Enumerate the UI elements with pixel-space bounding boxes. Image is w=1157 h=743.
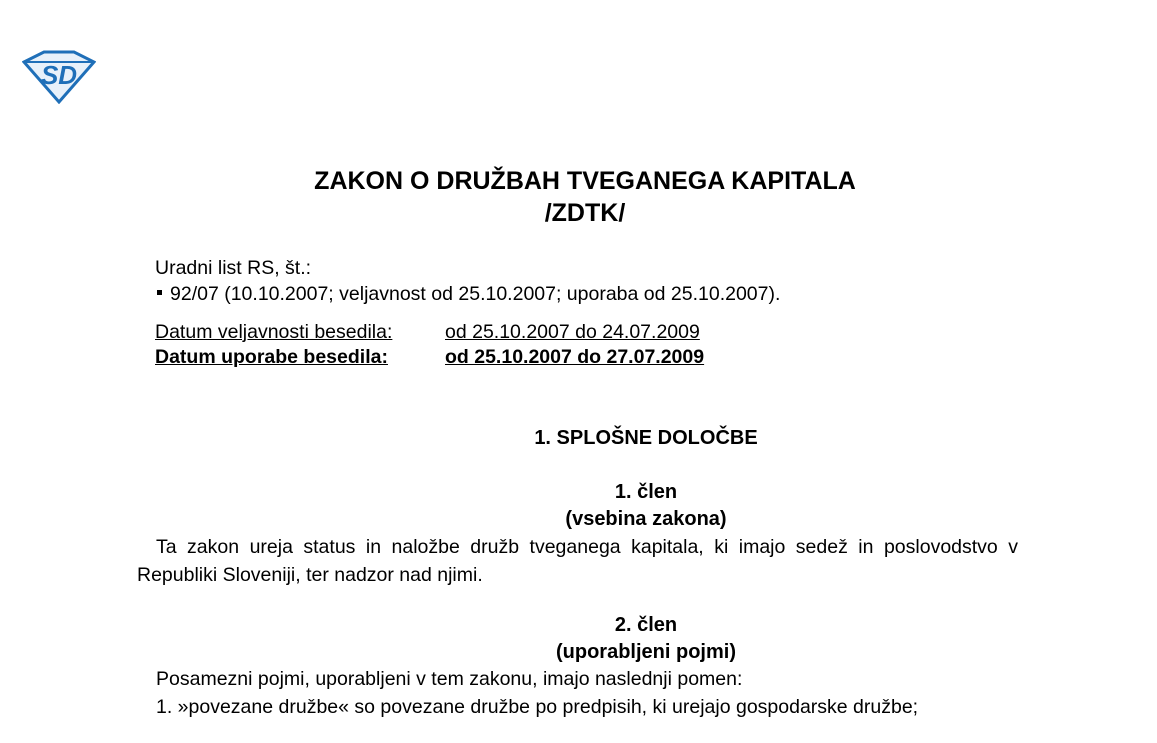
article-2-subtitle: (uporabljeni pojmi): [556, 641, 736, 663]
article-2-intro: Posamezni pojmi, uporabljeni v tem zakonu, imajo naslednji pomen:: [156, 668, 743, 690]
application-value: od 25.10.2007 do 27.07.2009: [445, 346, 705, 368]
validity-label: Datum veljavnosti besedila:: [155, 321, 393, 343]
document-title: ZAKON O DRUŽBAH TVEGANEGA KAPITALA: [314, 167, 856, 195]
section-heading: 1. SPLOŠNE DOLOČBE: [534, 427, 758, 449]
gazette-entry-text: 92/07 (10.10.2007; veljavnost od 25.10.2007; uporaba od 25.10.2007).: [170, 283, 781, 305]
bullet-icon: [157, 290, 162, 295]
document-abbreviation: /ZDTK/: [544, 199, 626, 227]
svg-text:SD: SD: [40, 60, 78, 90]
article-1-text: Ta zakon ureja status in naložbe družb tveganega kapitala, ki imajo sedež in poslovodstvo v Republiki Sloveniji, ter nadzor nad njimi.: [137, 536, 1018, 586]
application-row: [155, 345, 704, 369]
article-1-heading: 1. člen: [614, 481, 678, 503]
validity-row: [155, 320, 700, 344]
gazette-label: Uradni list RS, št.:: [155, 257, 312, 279]
article-1-subtitle: (vsebina zakona): [565, 508, 727, 530]
sd-shield-logo-icon: [22, 48, 96, 104]
validity-value: od 25.10.2007 do 24.07.2009: [445, 321, 700, 343]
application-label: Datum uporabe besedila:: [155, 346, 388, 368]
article-2-item-1: 1. »povezane družbe« so povezane družbe po predpisih, ki urejajo gospodarske družbe;: [156, 696, 919, 718]
article-2-heading: 2. člen: [614, 614, 678, 636]
gazette-entry: [155, 282, 780, 306]
